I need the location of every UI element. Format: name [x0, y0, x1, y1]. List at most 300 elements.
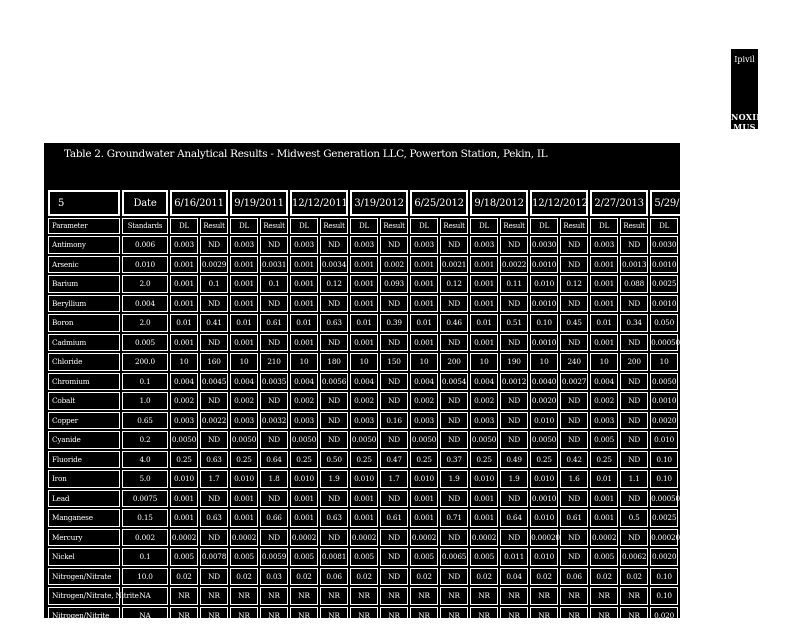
- result-cell: ND: [680, 529, 708, 547]
- result-cell: ND: [560, 529, 588, 547]
- dl-cell: 0.01: [590, 470, 618, 488]
- result-cell: 0.61: [560, 509, 588, 527]
- date-header: 9/19/2011: [230, 190, 288, 216]
- dl-cell: 0.002: [230, 392, 258, 410]
- result-cell: 0.088: [620, 275, 648, 293]
- result-cell: ND: [440, 529, 468, 547]
- standard-value: 1.0: [122, 392, 168, 410]
- result-cell: 0.71: [440, 509, 468, 527]
- dl-cell: 0.001: [410, 334, 438, 352]
- result-column-header: Result: [500, 218, 528, 234]
- result-cell: 0.093: [380, 275, 408, 293]
- result-cell: ND: [200, 431, 228, 449]
- dl-cell: 0.050: [650, 314, 678, 332]
- dl-cell: 0.0002: [290, 529, 318, 547]
- table-title: Table 2. Groundwater Analytical Results - Midwest Generation LLC, Powerton Station, Pekin, IL: [64, 148, 548, 160]
- column-header-row: [48, 218, 708, 234]
- dl-column-header: DL: [170, 218, 198, 234]
- date-header: 6/25/2012: [410, 190, 468, 216]
- result-cell: 0.45: [560, 314, 588, 332]
- result-cell: ND: [440, 236, 468, 254]
- table-row: [48, 412, 708, 430]
- dl-cell: 0.004: [290, 373, 318, 391]
- result-cell: ND: [680, 373, 708, 391]
- result-column-header: Result: [620, 218, 648, 234]
- dl-cell: 0.010: [530, 548, 558, 566]
- result-cell: 1.7: [380, 470, 408, 488]
- dl-cell: 0.010: [530, 470, 558, 488]
- result-cell: 210: [260, 353, 288, 371]
- result-cell: ND: [680, 334, 708, 352]
- dl-cell: 0.003: [470, 236, 498, 254]
- result-cell: 0.34: [620, 314, 648, 332]
- standard-value: NA: [122, 607, 168, 625]
- dl-cell: 0.001: [290, 256, 318, 274]
- dl-cell: 0.02: [290, 568, 318, 586]
- dl-cell: NR: [470, 587, 498, 605]
- dl-column-header: DL: [350, 218, 378, 234]
- standard-value: 2.0: [122, 314, 168, 332]
- table-row: [48, 568, 708, 586]
- result-cell: ND: [680, 548, 708, 566]
- result-cell: ND: [380, 490, 408, 508]
- dl-cell: 0.001: [350, 334, 378, 352]
- result-cell: ND: [620, 236, 648, 254]
- result-cell: ND: [500, 392, 528, 410]
- dl-cell: NR: [530, 587, 558, 605]
- result-cell: 0.61: [380, 509, 408, 527]
- standard-value: 5.0: [122, 470, 168, 488]
- standard-value: 0.65: [122, 412, 168, 430]
- dl-cell: 0.001: [350, 295, 378, 313]
- standard-value: 200.0: [122, 353, 168, 371]
- result-cell: ND: [620, 490, 648, 508]
- dl-cell: 0.02: [350, 568, 378, 586]
- dl-cell: 0.25: [290, 451, 318, 469]
- parameter-name: Chloride: [48, 353, 120, 371]
- result-cell: 0.0022: [500, 256, 528, 274]
- dl-cell: 0.0050: [170, 431, 198, 449]
- dl-cell: 0.001: [470, 334, 498, 352]
- result-cell: ND: [380, 295, 408, 313]
- dl-cell: 0.01: [590, 314, 618, 332]
- table-row: [48, 295, 708, 313]
- result-cell: NR: [440, 607, 468, 625]
- result-cell: ND: [200, 334, 228, 352]
- result-cell: 0.0027: [560, 373, 588, 391]
- table-row: [48, 392, 708, 410]
- dl-cell: NR: [170, 607, 198, 625]
- dl-cell: 0.004: [230, 373, 258, 391]
- dl-cell: 0.01: [350, 314, 378, 332]
- standard-value: 0.005: [122, 334, 168, 352]
- dl-cell: 0.01: [230, 314, 258, 332]
- table-row: [48, 353, 708, 371]
- result-cell: 0.0054: [440, 373, 468, 391]
- result-cell: ND: [680, 587, 708, 605]
- dl-cell: 0.0010: [530, 295, 558, 313]
- result-column-header: Result: [320, 218, 348, 234]
- result-cell: 0.66: [260, 509, 288, 527]
- result-cell: 0.0021: [440, 256, 468, 274]
- dl-cell: NR: [350, 607, 378, 625]
- result-cell: ND: [680, 568, 708, 586]
- dl-column-header: DL: [590, 218, 618, 234]
- dl-cell: 10: [350, 353, 378, 371]
- dl-cell: 0.02: [230, 568, 258, 586]
- dl-cell: 0.001: [470, 275, 498, 293]
- result-cell: ND: [560, 431, 588, 449]
- table-row: [48, 587, 708, 605]
- result-cell: ND: [380, 236, 408, 254]
- dl-column-header: DL: [230, 218, 258, 234]
- dl-cell: 0.001: [410, 275, 438, 293]
- result-cell: ND: [680, 412, 708, 430]
- result-cell: 1.9: [320, 470, 348, 488]
- result-cell: ND: [560, 256, 588, 274]
- parameter-name: Boron: [48, 314, 120, 332]
- dl-cell: NR: [350, 587, 378, 605]
- result-cell: 240: [560, 353, 588, 371]
- dl-cell: 10: [170, 353, 198, 371]
- table-row: [48, 334, 708, 352]
- dl-cell: 10: [410, 353, 438, 371]
- dl-cell: 0.001: [290, 334, 318, 352]
- result-cell: NR: [560, 587, 588, 605]
- date-header: 5/29/2013: [650, 190, 708, 216]
- result-cell: ND: [260, 236, 288, 254]
- result-cell: ND: [320, 392, 348, 410]
- dl-cell: 0.003: [410, 412, 438, 430]
- result-cell: 0.0065: [440, 548, 468, 566]
- dl-cell: 0.001: [170, 334, 198, 352]
- dl-cell: 0.25: [230, 451, 258, 469]
- result-cell: ND: [620, 373, 648, 391]
- result-cell: ND: [440, 392, 468, 410]
- date-header: 12/12/2012: [530, 190, 588, 216]
- result-cell: 1.8: [260, 470, 288, 488]
- corner-tab-label-2: NOXIE MUS: [731, 112, 763, 132]
- table-row: [48, 256, 708, 274]
- dl-cell: 0.010: [230, 470, 258, 488]
- result-cell: ND: [260, 529, 288, 547]
- dl-cell: 0.001: [170, 295, 198, 313]
- dl-cell: 0.01: [290, 314, 318, 332]
- table-row: [48, 314, 708, 332]
- result-cell: 0.5: [620, 509, 648, 527]
- dl-cell: 0.25: [590, 451, 618, 469]
- dl-cell: 0.0010: [650, 295, 678, 313]
- result-cell: ND: [260, 490, 288, 508]
- result-cell: ND: [440, 490, 468, 508]
- result-cell: ND: [320, 295, 348, 313]
- dl-cell: 0.005: [290, 548, 318, 566]
- result-cell: ND: [500, 529, 528, 547]
- table-row: [48, 509, 708, 527]
- dl-cell: 0.25: [530, 451, 558, 469]
- result-cell: 0.50: [320, 451, 348, 469]
- dl-cell: 0.002: [410, 392, 438, 410]
- standard-value: 0.006: [122, 236, 168, 254]
- dl-cell: 0.001: [470, 256, 498, 274]
- result-cell: NR: [560, 607, 588, 625]
- result-column-header: Result: [560, 218, 588, 234]
- table-row: [48, 490, 708, 508]
- date-header: 6/16/2011: [170, 190, 228, 216]
- result-cell: ND: [320, 431, 348, 449]
- result-cell: ND: [680, 607, 708, 625]
- result-cell: ND: [200, 295, 228, 313]
- dl-cell: 0.02: [530, 568, 558, 586]
- result-cell: 0.0029: [200, 256, 228, 274]
- groundwater-results-table: [46, 188, 710, 626]
- result-cell: 0.41: [200, 314, 228, 332]
- dl-cell: 0.0025: [650, 509, 678, 527]
- dl-cell: 0.001: [230, 490, 258, 508]
- result-cell: ND: [500, 431, 528, 449]
- dl-column-header: DL: [470, 218, 498, 234]
- result-cell: ND: [680, 431, 708, 449]
- dl-cell: NR: [590, 587, 618, 605]
- dl-cell: 0.001: [290, 295, 318, 313]
- dl-cell: 0.00020: [650, 529, 678, 547]
- dl-cell: 0.001: [410, 256, 438, 274]
- result-cell: ND: [380, 392, 408, 410]
- parameter-header: Parameter: [48, 218, 120, 234]
- result-cell: 0.0059: [260, 548, 288, 566]
- dl-cell: 10: [230, 353, 258, 371]
- dl-cell: 0.25: [170, 451, 198, 469]
- dl-cell: 0.001: [350, 490, 378, 508]
- dl-cell: 0.010: [530, 509, 558, 527]
- dl-cell: NR: [290, 587, 318, 605]
- dl-cell: 0.10: [650, 568, 678, 586]
- dl-cell: 0.0040: [530, 373, 558, 391]
- dl-cell: 0.003: [290, 236, 318, 254]
- dl-cell: NR: [230, 607, 258, 625]
- dl-cell: 0.00050: [650, 334, 678, 352]
- dl-cell: 0.001: [590, 490, 618, 508]
- result-cell: NR: [200, 607, 228, 625]
- result-cell: 0.011: [500, 548, 528, 566]
- result-cell: 1.1: [620, 470, 648, 488]
- result-cell: NR: [500, 587, 528, 605]
- parameter-name: Cadmium: [48, 334, 120, 352]
- result-cell: 0.0035: [260, 373, 288, 391]
- parameter-name: Nitrogen/Nitrite: [48, 607, 120, 625]
- dl-cell: 0.0050: [530, 431, 558, 449]
- dl-column-header: DL: [650, 218, 678, 234]
- result-cell: ND: [440, 412, 468, 430]
- dl-cell: 0.001: [230, 509, 258, 527]
- parameter-name: Cobalt: [48, 392, 120, 410]
- dl-cell: 0.002: [470, 392, 498, 410]
- result-cell: 0.0022: [200, 412, 228, 430]
- dl-cell: NR: [470, 607, 498, 625]
- dl-cell: 0.003: [350, 412, 378, 430]
- dl-cell: 0.0010: [650, 256, 678, 274]
- result-cell: NR: [500, 607, 528, 625]
- result-cell: 1.9: [440, 470, 468, 488]
- result-cell: ND: [500, 490, 528, 508]
- result-cell: NR: [380, 587, 408, 605]
- dl-cell: 0.001: [470, 295, 498, 313]
- result-cell: ND: [260, 334, 288, 352]
- result-cell: NR: [260, 587, 288, 605]
- result-cell: ND: [560, 392, 588, 410]
- parameter-name: Lead: [48, 490, 120, 508]
- result-cell: 0.63: [200, 509, 228, 527]
- dl-cell: 0.010: [530, 412, 558, 430]
- result-cell: ND: [560, 334, 588, 352]
- dl-cell: 0.001: [470, 490, 498, 508]
- dl-cell: 10: [290, 353, 318, 371]
- table-row: [48, 607, 708, 625]
- result-cell: NR: [320, 607, 348, 625]
- result-cell: 200: [620, 353, 648, 371]
- parameter-name: Barium: [48, 275, 120, 293]
- dl-cell: 0.10: [650, 470, 678, 488]
- dl-cell: 0.001: [350, 256, 378, 274]
- result-cell: 0.49: [500, 451, 528, 469]
- dl-cell: 0.0002: [410, 529, 438, 547]
- result-cell: 0.51: [500, 314, 528, 332]
- dl-cell: 0.005: [410, 548, 438, 566]
- result-cell: ND: [200, 490, 228, 508]
- result-cell: ND: [620, 412, 648, 430]
- dl-cell: 0.020: [650, 607, 678, 625]
- dl-cell: 0.0050: [290, 431, 318, 449]
- dl-cell: 0.0050: [350, 431, 378, 449]
- dl-cell: 0.02: [470, 568, 498, 586]
- dl-cell: 0.005: [590, 548, 618, 566]
- result-cell: ND: [380, 334, 408, 352]
- result-cell: NR: [260, 607, 288, 625]
- parameter-name: Cyanide: [48, 431, 120, 449]
- standard-value: 4.0: [122, 451, 168, 469]
- result-cell: 0.04: [500, 568, 528, 586]
- dl-cell: 0.010: [290, 470, 318, 488]
- dl-cell: 0.001: [590, 256, 618, 274]
- dl-cell: 10: [530, 353, 558, 371]
- standard-value: 0.1: [122, 373, 168, 391]
- dl-cell: 0.003: [230, 236, 258, 254]
- dl-cell: 0.0050: [470, 431, 498, 449]
- dl-cell: NR: [290, 607, 318, 625]
- date-header-row: [48, 190, 708, 216]
- dl-cell: 0.25: [350, 451, 378, 469]
- dl-cell: 0.25: [470, 451, 498, 469]
- result-cell: 0.0027: [680, 256, 708, 274]
- dl-cell: 0.005: [230, 548, 258, 566]
- corner-tab-label-1: Ipivil: [734, 55, 755, 64]
- result-cell: ND: [440, 295, 468, 313]
- dl-cell: 0.001: [590, 334, 618, 352]
- result-column-header: Result: [680, 218, 708, 234]
- dl-cell: 0.0002: [170, 529, 198, 547]
- dl-cell: 0.00020: [530, 529, 558, 547]
- dl-cell: 0.001: [410, 509, 438, 527]
- dl-cell: 0.010: [650, 431, 678, 449]
- parameter-name: Nitrogen/Nitrate: [48, 568, 120, 586]
- result-cell: 1.9: [500, 470, 528, 488]
- standard-value: 10.0: [122, 568, 168, 586]
- result-cell: 0.64: [500, 509, 528, 527]
- result-cell: 0.47: [380, 451, 408, 469]
- dl-cell: 0.25: [410, 451, 438, 469]
- result-cell: 0.46: [440, 314, 468, 332]
- dl-cell: 0.01: [470, 314, 498, 332]
- result-cell: ND: [500, 334, 528, 352]
- dl-cell: 0.005: [590, 431, 618, 449]
- result-cell: 0.0062: [620, 548, 648, 566]
- result-cell: ND: [680, 490, 708, 508]
- result-cell: 0.61: [260, 314, 288, 332]
- dl-cell: 0.003: [590, 412, 618, 430]
- result-cell: NR: [380, 607, 408, 625]
- result-cell: ND: [380, 568, 408, 586]
- parameter-name: Mercury: [48, 529, 120, 547]
- parameter-name: Chromium: [48, 373, 120, 391]
- dl-cell: 0.0002: [350, 529, 378, 547]
- dl-cell: 0.001: [170, 275, 198, 293]
- result-cell: 98: [680, 353, 708, 371]
- dl-cell: 0.0030: [530, 236, 558, 254]
- dl-cell: NR: [590, 607, 618, 625]
- dl-column-header: DL: [290, 218, 318, 234]
- result-cell: ND: [440, 431, 468, 449]
- dl-cell: 0.002: [590, 392, 618, 410]
- dl-cell: 0.010: [410, 470, 438, 488]
- dl-cell: 0.001: [410, 490, 438, 508]
- dl-cell: 0.001: [350, 509, 378, 527]
- dl-cell: 0.0010: [530, 490, 558, 508]
- result-cell: ND: [260, 431, 288, 449]
- result-cell: ND: [260, 392, 288, 410]
- result-cell: NR: [620, 607, 648, 625]
- date-label: Date: [122, 190, 168, 216]
- result-cell: ND: [500, 412, 528, 430]
- dl-cell: 0.0002: [590, 529, 618, 547]
- dl-cell: 0.004: [470, 373, 498, 391]
- result-cell: ND: [500, 295, 528, 313]
- dl-cell: 0.005: [350, 548, 378, 566]
- result-cell: 0.42: [560, 451, 588, 469]
- result-cell: 0.7: [680, 509, 708, 527]
- result-cell: ND: [620, 392, 648, 410]
- result-cell: ND: [380, 373, 408, 391]
- parameter-name: Antimony: [48, 236, 120, 254]
- dl-cell: NR: [410, 607, 438, 625]
- result-cell: NR: [200, 587, 228, 605]
- result-cell: ND: [200, 236, 228, 254]
- result-cell: 0.1: [200, 275, 228, 293]
- result-cell: ND: [620, 334, 648, 352]
- standard-value: 0.1: [122, 548, 168, 566]
- dl-cell: 0.001: [470, 509, 498, 527]
- result-cell: 0.39: [380, 314, 408, 332]
- result-cell: ND: [320, 334, 348, 352]
- dl-cell: 0.0050: [410, 431, 438, 449]
- dl-cell: 0.003: [590, 236, 618, 254]
- standard-value: NA: [122, 587, 168, 605]
- dl-cell: 0.003: [470, 412, 498, 430]
- result-cell: 0.36: [680, 451, 708, 469]
- result-cell: 0.8: [680, 314, 708, 332]
- dl-cell: 0.005: [470, 548, 498, 566]
- dl-cell: 0.0020: [530, 392, 558, 410]
- dl-cell: 10: [470, 353, 498, 371]
